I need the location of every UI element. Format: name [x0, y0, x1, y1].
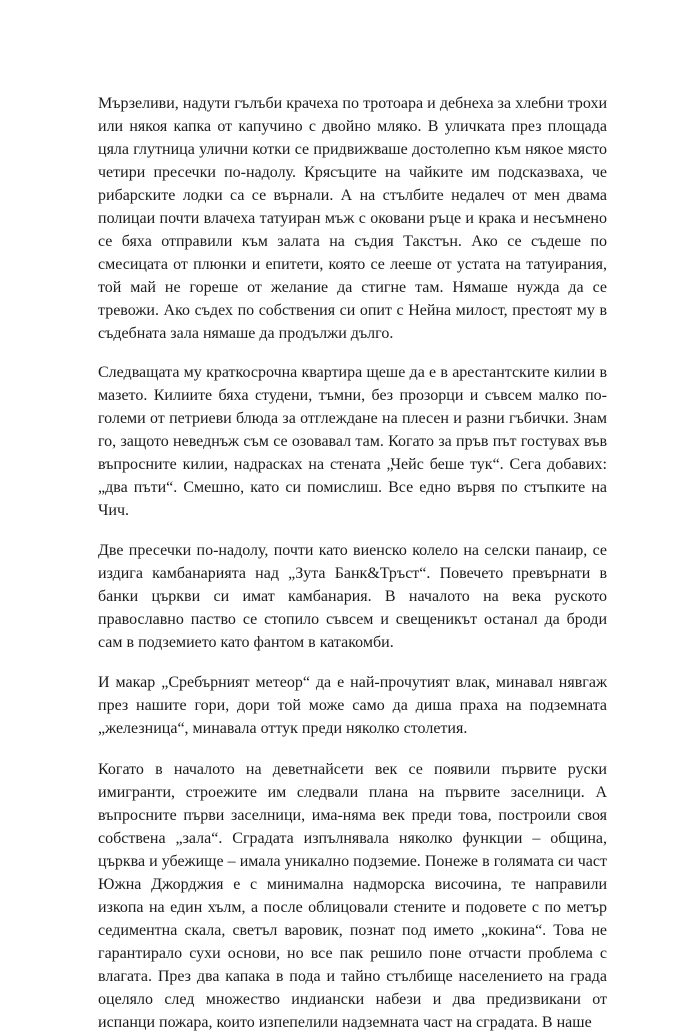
text-body: [98, 92, 607, 1034]
paragraph-bell-tower: Две пресечки по-надолу, почти като виенско колело на селски панаир, се издига камбанарията над „Зута Банк&Тръст“. Повечето превърнати в банки църкви си имат камбанария. В началото на века руското православно паство се стопило съвсем и свещеникът останал да броди сам в подземието като фантом в катакомби.: [98, 542, 607, 651]
paragraph-silver-meteor: И макар „Сребърният метеор“ да е най-прочутият влак, минавал нявгаж през нашите гори, дори той може само да диша праха на подземната „железница“, минавала оттук преди няколко столетия.: [98, 674, 607, 737]
paragraph-holding-cells: Следващата му краткосрочна квартира щеше да е в арестантските килии в мазето. Килиите бяха студени, тъмни, без прозорци и съвсем малко по-големи от петриеви блюда за отглеждане на плесен и разни гъбички. Знам го, защото неведнъж съм се озовавал там. Когато за пръв път гостувах във въпросните килии, надрасках на стената „Чейс беше тук“. Сега добавих: „два пъти“. Смешно, като си помислиш. Все едно вървя по стъпките на Чич.: [98, 364, 607, 519]
paragraph-settlers: Когато в началото на деветнайсети век се появили първите руски имигранти, строежите им следвали плана на първите заселници. А въпросните първи заселници, има-няма век преди това, построили своя собствена „зала“. Сградата изпълнявала няколко функции – община, църква и убежище – имала уникално подземие. Понеже в голямата си част Южна Джорджия е с минимална надморска височина, те направили изкопа на един хълм, а после облицовали стените и подовете с по метър седиментна скала, светъл варовик, познат под името „кокина“. Това не гарантирало сухи основи, но все пак решило поне отчасти проблема с влагата. През два капака в пода и тайно стълбище населението на града оцеляло след множество индиански набези и два предизвикани от испанци пожара, които изпепелили надземната част на сградата. В наше: [98, 761, 607, 1031]
paragraph-pigeons: Мързеливи, надути гълъби крачеха по тротоара и дебнеха за хлебни трохи или някоя капка от капучино с двойно мляко. В уличката през площада цяла глутница улични котки се придвижваше достолепно към някое място четири пресечки по-надолу. Крясъците на чайките им подсказваха, че рибарските лодки са се върнали. А на стълбите недалеч от мен двама полицаи почти влачеха татуиран мъж с оковани ръце и крака и несъмнено се бяха отправили към залата на съдия Такстън. Ако се съдеше по смесицата от плюнки и епитети, която се лееше от устата на татуирания, той май не гореше от желание да стигне там. Нямаше нужда да се тревожи. Ако съдех по собствения си опит с Нейна милост, престоят му в съдебната зала нямаше да продължи дълго.: [98, 95, 607, 342]
